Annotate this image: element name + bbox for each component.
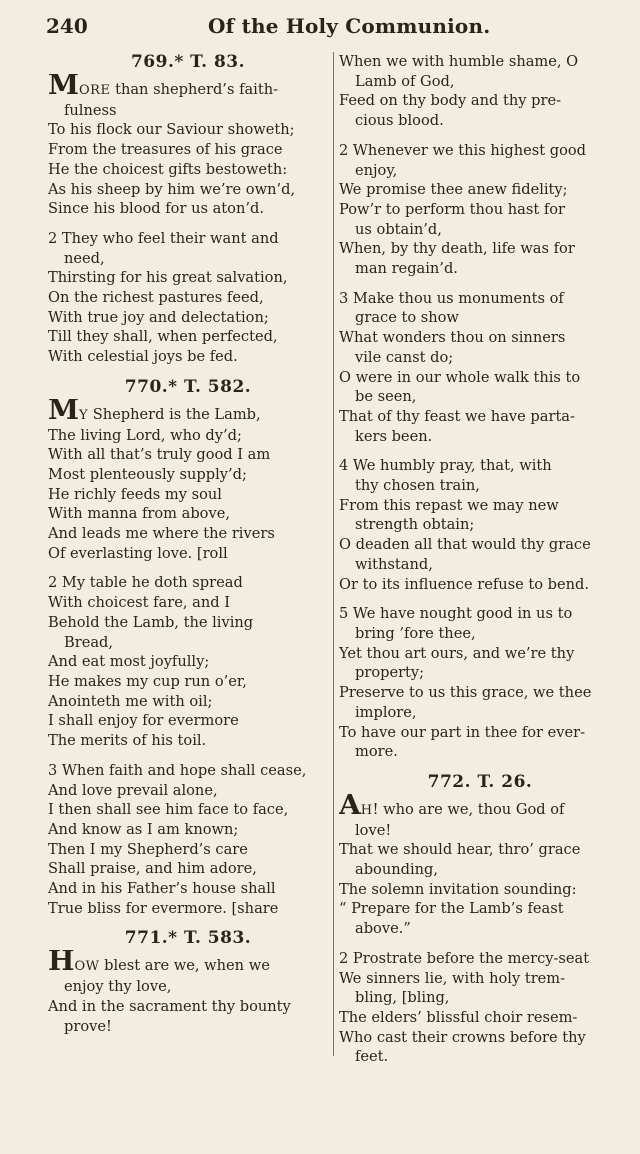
line: That we should hear, thro’ grace [339, 841, 581, 859]
stanza-1 [48, 74, 328, 219]
line: abounding, [355, 861, 439, 879]
first-line [339, 794, 621, 821]
line: From the treasures of his grace [48, 141, 283, 159]
line: enjoy, [355, 161, 398, 179]
line: Who cast their crowns before thy [339, 1028, 586, 1046]
drop-cap: A [339, 793, 361, 821]
small-caps: ORE [79, 83, 111, 98]
line: us obtain’d, [355, 220, 442, 238]
stanza-1 [339, 794, 621, 939]
line: When, by thy death, life was for [339, 240, 575, 258]
small-caps: Y [79, 407, 89, 423]
line: property; [355, 664, 425, 682]
line: Feed on thy body and thy pre- [339, 92, 562, 110]
hymn-770 [48, 377, 328, 919]
line: Bread, [64, 633, 114, 651]
line: Shall praise, and him adore, [48, 860, 257, 878]
stanza-3 [339, 289, 621, 447]
drop-cap: M [48, 74, 79, 101]
line: From this repast we may new [339, 496, 559, 514]
first-line [48, 399, 328, 426]
line: To have our part in thee for ever- [339, 723, 586, 741]
line: 2 They who feel their want and [48, 229, 279, 247]
first-line-text: ! who are we, thou God of [372, 800, 565, 818]
small-caps: H [360, 802, 373, 818]
hymn-771-continued [339, 52, 621, 762]
hymn-heading: 772. T. 26. [427, 771, 533, 792]
stanza-5 [339, 604, 621, 762]
hymn-771 [48, 928, 328, 1036]
line: bling, [bling, [355, 989, 450, 1007]
line: 3 When faith and hope shall cease, [48, 761, 307, 779]
line: “ Prepare for the Lamb’s feast [339, 900, 564, 918]
line: 3 Make thou us monuments of [339, 289, 564, 307]
line: True bliss for evermore. [share [48, 899, 279, 917]
line: With choicest fare, and I [48, 594, 230, 612]
line: 2 Prostrate before the mercy-seat [339, 949, 590, 967]
stanza-2 [48, 229, 328, 367]
line: bring ’fore thee, [355, 624, 476, 642]
stanza-1 [48, 399, 328, 564]
line: withstand, [355, 555, 433, 573]
line: O deaden all that would thy grace [339, 536, 591, 554]
first-line-text: Shepherd is the Lamb, [88, 405, 261, 423]
line: thy chosen train, [355, 477, 480, 495]
line: Till they shall, when perfected, [48, 328, 278, 346]
line: 5 We have nought good in us to [339, 605, 573, 623]
line: On the richest pastures feed, [48, 289, 264, 307]
line: And eat most joyfully; [48, 653, 210, 671]
first-line-text: than shepherd’s faith- [110, 81, 279, 98]
line: Thirsting for his great salvation, [48, 269, 288, 287]
line: As his sheep by him we’re own’d, [48, 180, 296, 198]
stanza-1-cont [339, 52, 621, 131]
line: Of everlasting love. [roll [48, 544, 228, 562]
stanza-2 [339, 949, 621, 1067]
line: vile canst do; [355, 348, 454, 366]
line: strength obtain; [355, 516, 475, 534]
line: man regain’d. [355, 260, 458, 278]
line: Behold the Lamb, the living [48, 613, 254, 631]
line: The elders’ blissful choir resem- [339, 1008, 578, 1026]
hymn-heading: 769.* T. 83. [130, 52, 246, 72]
line: implore, [355, 703, 417, 721]
right-column [339, 52, 621, 1077]
line: The solemn invitation sounding: [339, 880, 577, 898]
stanza-2 [48, 573, 328, 750]
line: The living Lord, who dy’d; [48, 426, 242, 444]
line: Or to its influence refuse to bend. [339, 575, 590, 593]
first-line-text: blest are we, when we [99, 957, 270, 975]
line: 2 My table he doth spread [48, 574, 243, 592]
line: And in his Father’s house shall [48, 880, 276, 898]
line: When we with humble shame, O [339, 53, 579, 70]
line: And love prevail alone, [48, 781, 218, 799]
line: That of thy feast we have parta- [339, 407, 575, 425]
line: O were in our whole walk this to [339, 368, 581, 386]
line: And know as I am known; [48, 820, 239, 838]
hymn-heading: 771.* T. 583. [124, 928, 252, 949]
line: fulness [64, 101, 117, 119]
line: We promise thee anew fidelity; [339, 181, 568, 199]
line: The merits of his toil. [48, 732, 207, 750]
page-number: 240 [46, 14, 88, 38]
line: Then I my Shepherd’s care [48, 840, 248, 858]
first-line [48, 950, 328, 977]
line: With manna from above, [48, 505, 230, 523]
line: more. [355, 743, 398, 761]
line: Lamb of God, [355, 72, 455, 90]
first-line [48, 74, 328, 101]
line: I then shall see him face to face, [48, 801, 289, 819]
drop-cap: H [48, 950, 75, 978]
stanza-4 [339, 456, 621, 594]
stanza-1 [48, 950, 328, 1036]
line: To his flock our Saviour showeth; [48, 121, 295, 139]
left-column [48, 52, 328, 1046]
hymn-772 [339, 772, 621, 1067]
line: With true joy and delectation; [48, 308, 269, 326]
line: We sinners lie, with holy trem- [339, 969, 566, 987]
line: above.” [355, 920, 411, 938]
hymn-769 [48, 52, 328, 367]
line: cious blood. [355, 112, 444, 130]
line: love! [355, 821, 392, 839]
line: Yet thou art ours, and we’re thy [339, 644, 575, 662]
small-caps: OW [74, 959, 100, 975]
page-header [0, 14, 640, 44]
hymn-heading: 770.* T. 582. [124, 376, 252, 397]
running-title: Of the Holy Communion. [208, 14, 491, 38]
line: Most plenteously supply’d; [48, 465, 247, 483]
line: I shall enjoy for evermore [48, 712, 239, 730]
line: grace to show [355, 309, 459, 327]
line: He richly feeds my soul [48, 485, 222, 503]
line: And leads me where the rivers [48, 525, 275, 543]
line: He the choicest gifts bestoweth: [48, 160, 288, 178]
line: enjoy thy love, [64, 978, 172, 996]
line: 2 Whenever we this highest good [339, 141, 587, 159]
line: need, [64, 249, 105, 267]
line: Preserve to us this grace, we thee [339, 684, 592, 702]
line: be seen, [355, 388, 417, 406]
line: And in the sacrament thy bounty [48, 997, 291, 1015]
line: Pow’r to perform thou hast for [339, 200, 565, 218]
line: What wonders thou on sinners [339, 329, 566, 347]
stanza-3 [48, 761, 328, 919]
line: 4 We humbly pray, that, with [339, 457, 552, 475]
line: He makes my cup run o’er, [48, 672, 247, 690]
column-divider [333, 52, 334, 1056]
line: feet. [355, 1048, 389, 1066]
line: Anointeth me with oil; [48, 692, 213, 710]
line: With all that’s truly good I am [48, 446, 271, 464]
drop-cap: M [48, 398, 79, 426]
line: Since his blood for us aton’d. [48, 200, 264, 218]
line: prove! [64, 1017, 112, 1035]
line: kers been. [355, 427, 433, 445]
stanza-2 [339, 141, 621, 279]
line: With celestial joys be fed. [48, 348, 238, 366]
